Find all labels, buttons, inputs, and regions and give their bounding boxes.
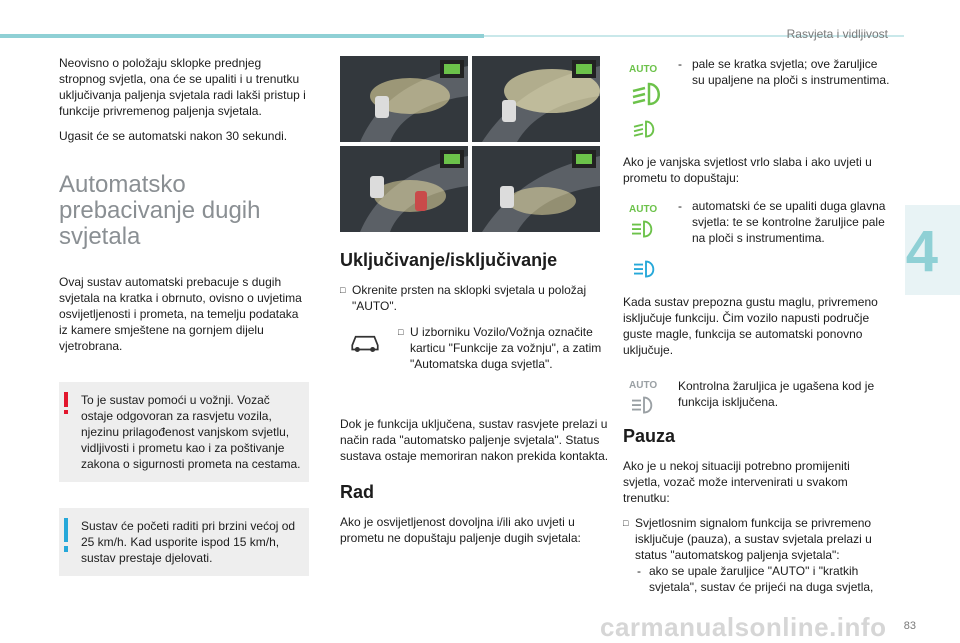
column-2 — [340, 56, 610, 555]
auto-label: AUTO — [629, 380, 658, 391]
fog-text: Kada sustav prepozna gustu maglu, privremeno isključuje funkciju. Čim vozilo napusti područje guste magle, funkcija se automatski ponovno uključuje. — [623, 295, 878, 357]
info-note — [59, 508, 309, 576]
illustration-high-beam — [472, 56, 600, 142]
page-number: 83 — [903, 620, 916, 632]
off-note-text: Kontrolna žaruljica je ugašena kod je funkcija isključena. — [678, 379, 875, 409]
auto-label: AUTO — [629, 64, 658, 75]
auto-high-indicator — [629, 202, 659, 244]
chapter-number: 4 — [905, 219, 938, 284]
dipped-beam-icon — [631, 118, 661, 140]
auto-off-text: Ugasit će se automatski nakon 30 sekundi. — [59, 129, 288, 143]
function-status-text: Dok je funkcija uključena, sustav rasvjete prelazi u način rada "automatsko paljenje svjetala". Status sustava ostaje memoriran nakon prekida kontakta. — [340, 417, 609, 463]
heading-on-off: Uključivanje/isključivanje — [340, 250, 558, 270]
column-1 — [59, 55, 309, 576]
section-heading: Automatsko prebacivanje dugih svjetala — [59, 171, 261, 250]
off-indicator-row — [623, 378, 885, 414]
warning-icon — [64, 392, 68, 407]
flash-sub-step: - ako se upale žaruljice "AUTO" i "kratkih svjetala", sustav će prijeći na duga svjetla, — [623, 563, 885, 595]
low-light-text: Ako je vanjska svjetlost vrlo slaba i ako uvjeti u prometu to dopuštaju: — [623, 155, 872, 185]
illustration-following-car — [472, 146, 600, 232]
high-beam-icon — [629, 218, 659, 240]
illustration-dipped-beam — [340, 56, 468, 142]
info-text: Sustav će početi raditi pri brzini većoj od 25 km/h. Kad usporite ispod 15 km/h, sustav prestaje djelovati. — [81, 519, 296, 565]
dipped-beam-text: - pale se kratka svjetla; ove žaruljice su upaljene na ploči s instrumentima. — [678, 56, 892, 88]
dipped-beam-icon — [629, 78, 669, 110]
step-ring: □ Okrenite prsten na sklopki svjetala u položaj "AUTO". — [340, 282, 610, 314]
menu-step — [340, 324, 610, 371]
header-accent-bar — [0, 34, 484, 38]
high-beam-icon — [631, 258, 661, 280]
dipped-beam-row — [623, 56, 890, 146]
pause-text: Ako je u nekoj situaciji potrebno promijeniti svjetla, vozač može intervenirati u svakom trenutku: — [623, 459, 850, 505]
auto-dipped-indicator — [629, 62, 669, 110]
auto-off-indicator — [629, 378, 659, 420]
illustration-grid — [340, 56, 600, 232]
auto-label: AUTO — [629, 204, 658, 215]
section-title: Rasvjeta i vidljivost — [786, 27, 888, 41]
flash-step: □ Svjetlosnim signalom funkcija se privremeno isključuje (pauza), a sustav svjetala prelazi u status "automatskog paljenja svjetala": — [623, 515, 885, 563]
high-beam-text: - automatski će se upaliti duga glavna svjetla: te se kontrolne žaruljice pale na ploči s instrumentima. — [678, 198, 892, 246]
warning-note — [59, 382, 309, 482]
heading-pause: Pauza — [623, 426, 676, 446]
watermark: carmanualsonline.info — [600, 612, 887, 642]
heading-operation: Rad — [340, 482, 375, 502]
auto-off-icon — [629, 394, 659, 416]
high-beam-row — [623, 198, 885, 282]
operation-text: Ako je osvijetljenost dovoljna i/ili ako uvjeti u prometu ne dopuštaju paljenje dugih svjetala: — [340, 515, 581, 545]
system-description: Ovaj sustav automatski prebacuje s dugih svjetala na kratka i obrnuto, ovisno o uvjetima osvijetljenosti i prometa, na temelju podataka iz kamere smještene na gornjem dijelu vjetrobrana. — [59, 275, 302, 353]
step-menu: □ U izborniku Vozilo/Vožnja označite karticu "Funkcije za vožnju", a zatim "Automatska duga svjetla". — [398, 324, 610, 372]
warning-text: To je sustav pomoći u vožnji. Vozač ostaje odgovoran za rasvjetu vozila, njezinu prilagođenost vanjskom svjetlu, vidljivosti i prometu kao i za poštivanje zakona o sigurnosti prometa na cestama. — [81, 393, 301, 471]
intro-text: Neovisno o položaju sklopke prednjeg stropnog svjetla, ona će se upaliti i u trenutku uključivanja paljenja svjetala radi lakši pristup i funkcije privremenog paljenja svjetala. — [59, 56, 306, 118]
info-icon — [64, 518, 68, 542]
car-menu-icon — [348, 328, 382, 354]
column-3 — [623, 56, 890, 604]
illustration-oncoming-car — [340, 146, 468, 232]
